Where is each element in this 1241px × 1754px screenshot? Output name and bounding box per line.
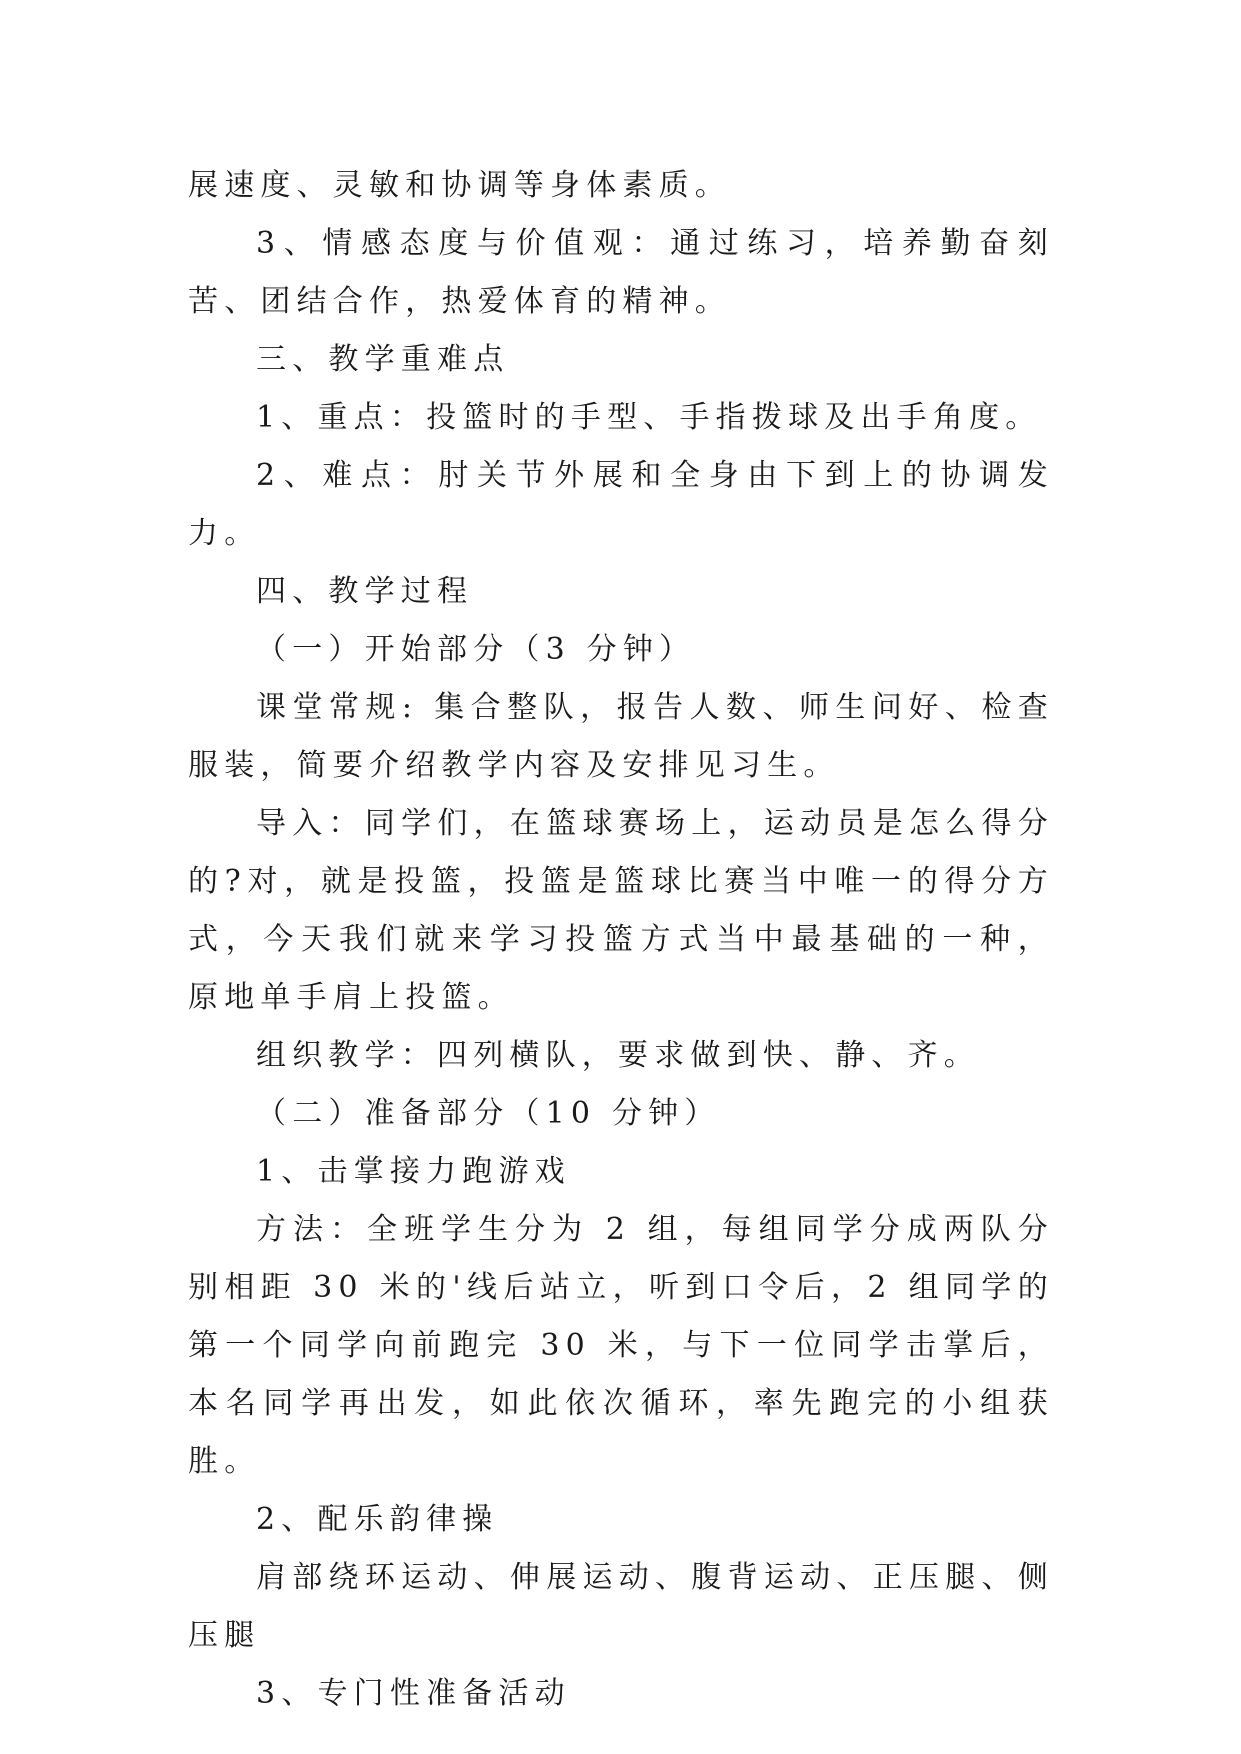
paragraph-12: 1、击掌接力跑游戏: [256, 1154, 571, 1189]
paragraph-14: 2、配乐韵律操: [256, 1502, 499, 1537]
subsection-heading-1: （一）开始部分（3 分钟）: [256, 632, 696, 667]
document-body: [188, 157, 1054, 1723]
paragraph-1: 展速度、灵敏和协调等身体素质。: [188, 168, 731, 203]
paragraph-2: 3、情感态度与价值观：通过练习，培养勤奋刻苦、团结合作，热爱体育的精神。: [188, 226, 1054, 319]
paragraph-5: 2、难点：肘关节外展和全身由下到上的协调发力。: [188, 458, 1054, 551]
paragraph-13: 方法：全班学生分为 2 组，每组同学分成两队分别相距 30 米的'线后站立，听到口令后，2 组同学的第一个同学向前跑完 30 米，与下一位同学击掌后，本名同学再出发，如此依次循环，率先跑完的小组获胜。: [188, 1212, 1054, 1479]
subsection-heading-2: （二）准备部分（10 分钟）: [256, 1096, 721, 1131]
paragraph-9: 导入：同学们，在篮球赛场上，运动员是怎么得分的?对，就是投篮，投篮是篮球比赛当中唯一的得分方式，今天我们就来学习投篮方式当中最基础的一种，原地单手肩上投篮。: [188, 806, 1054, 1015]
section-heading-4: 四、教学过程: [256, 574, 474, 609]
paragraph-8: 课堂常规: 集合整队，报告人数、师生问好、检查服装，简要介绍教学内容及安排见习生。: [188, 690, 1054, 783]
paragraph-10: 组织教学：四列横队，要求做到快、静、齐。: [256, 1038, 980, 1073]
paragraph-15: 肩部绕环运动、伸展运动、腹背运动、正压腿、侧压腿: [188, 1560, 1054, 1653]
section-heading-3: 三、教学重难点: [256, 342, 510, 377]
paragraph-16: 3、专门性准备活动: [256, 1676, 571, 1711]
paragraph-4: 1、重点：投篮时的手型、手指拨球及出手角度。: [256, 400, 1042, 435]
